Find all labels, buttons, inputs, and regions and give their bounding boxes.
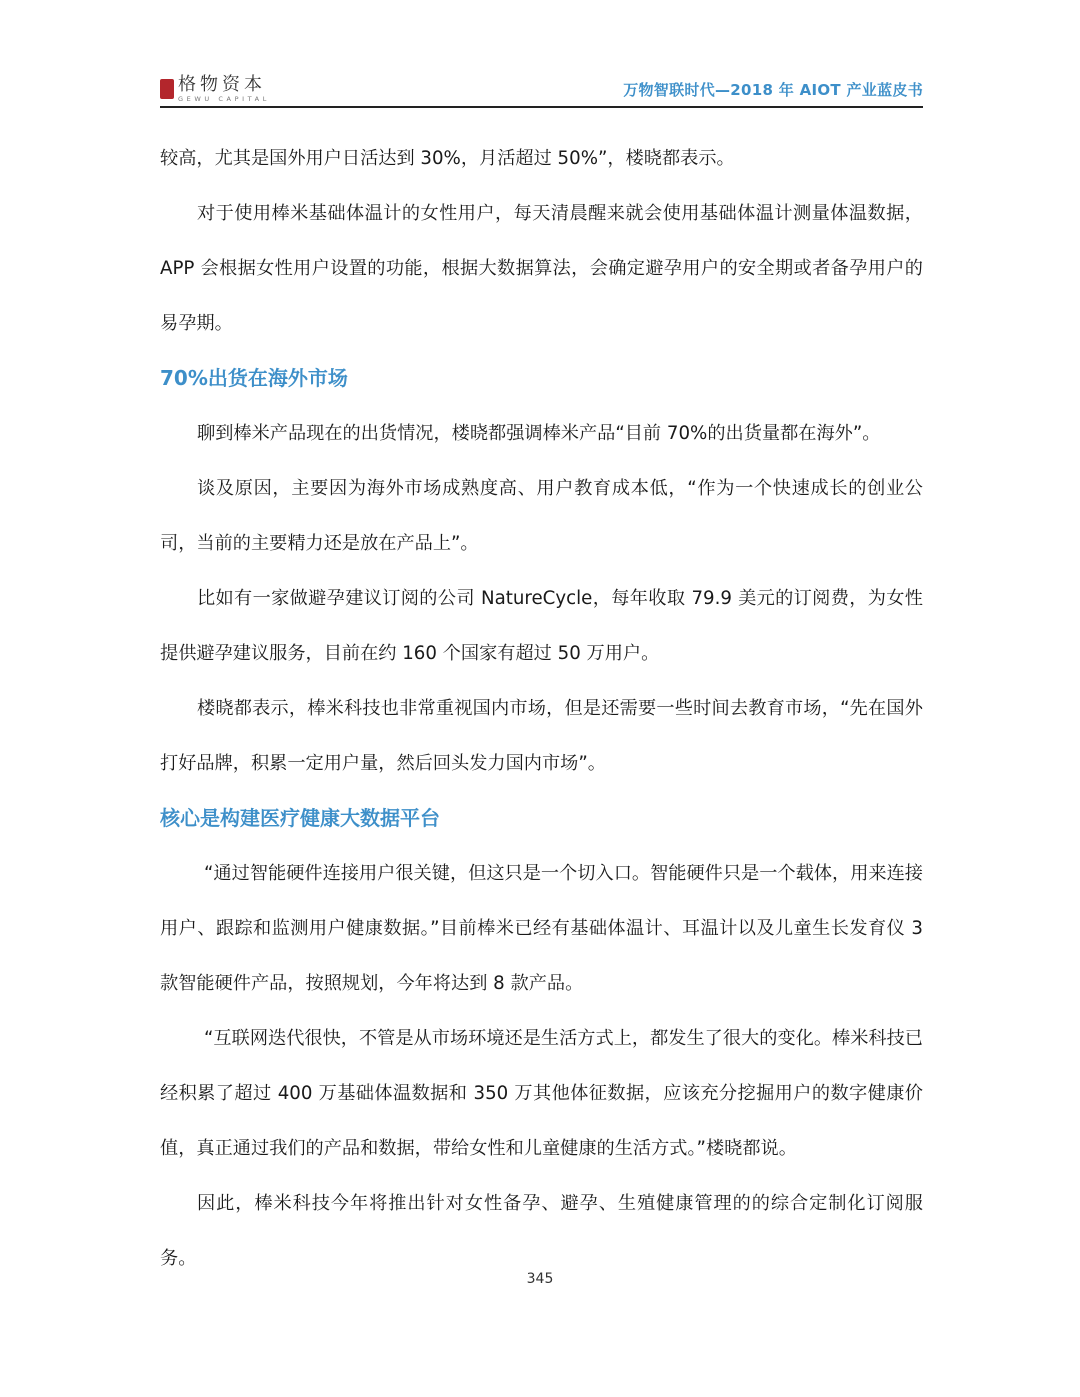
page-body <box>160 131 923 1286</box>
company-logo <box>160 76 270 103</box>
logo-english-name: GEWU CAPITAL <box>178 95 270 103</box>
paragraph: 因此，棒米科技今年将推出针对女性备孕、避孕、生殖健康管理的的综合定制化订阅服务。 <box>160 1193 923 1269</box>
section-heading: 70%出货在海外市场 <box>160 366 348 390</box>
section-heading: 核心是构建医疗健康大数据平台 <box>160 806 440 830</box>
page-number: 345 <box>526 1271 554 1287</box>
paragraph: “通过智能硬件连接用户很关键，但这只是一个切入口。智能硬件只是一个载体，用来连接用户、跟踪和监测用户健康数据。”目前棒米已经有基础体温计、耳温计以及儿童生长发育仪 3 款智能硬件产品，按照规划，今年将达到 8 款产品。 <box>160 863 923 994</box>
logo-chinese-name: 格物资本 <box>178 74 266 95</box>
paragraph: 对于使用棒米基础体温计的女性用户，每天清晨醒来就会使用基础体温计测量体温数据，APP 会根据女性用户设置的功能，根据大数据算法，会确定避孕用户的安全期或者备孕用户的易孕期。 <box>160 203 923 334</box>
paragraph: 较高，尤其是国外用户日活达到 30%，月活超过 50%”，楼晓都表示。 <box>160 148 735 169</box>
paragraph: 谈及原因，主要因为海外市场成熟度高、用户教育成本低，“作为一个快速成长的创业公司，当前的主要精力还是放在产品上”。 <box>160 478 923 554</box>
paragraph: 楼晓都表示，棒米科技也非常重视国内市场，但是还需要一些时间去教育市场，“先在国外打好品牌，积累一定用户量，然后回头发力国内市场”。 <box>160 698 923 774</box>
paragraph: 聊到棒米产品现在的出货情况，楼晓都强调棒米产品“目前 70%的出货量都在海外”。 <box>197 423 881 444</box>
page-header <box>160 68 923 108</box>
paragraph: 比如有一家做避孕建议订阅的公司 NatureCycle，每年收取 79.9 美元的订阅费，为女性提供避孕建议服务，目前在约 160 个国家有超过 50 万用户。 <box>160 588 923 664</box>
paragraph: “互联网迭代很快，不管是从市场环境还是生活方式上，都发生了很大的变化。棒米科技已经积累了超过 400 万基础体温数据和 350 万其他体征数据，应该充分挖掘用户的数字健康价值，真正通过我们的产品和数据，带给女性和儿童健康的生活方式。”楼晓都说。 <box>160 1028 923 1159</box>
logo-seal-icon <box>160 79 174 99</box>
document-title: 万物智联时代—2018 年 AIOT 产业蓝皮书 <box>623 81 923 99</box>
